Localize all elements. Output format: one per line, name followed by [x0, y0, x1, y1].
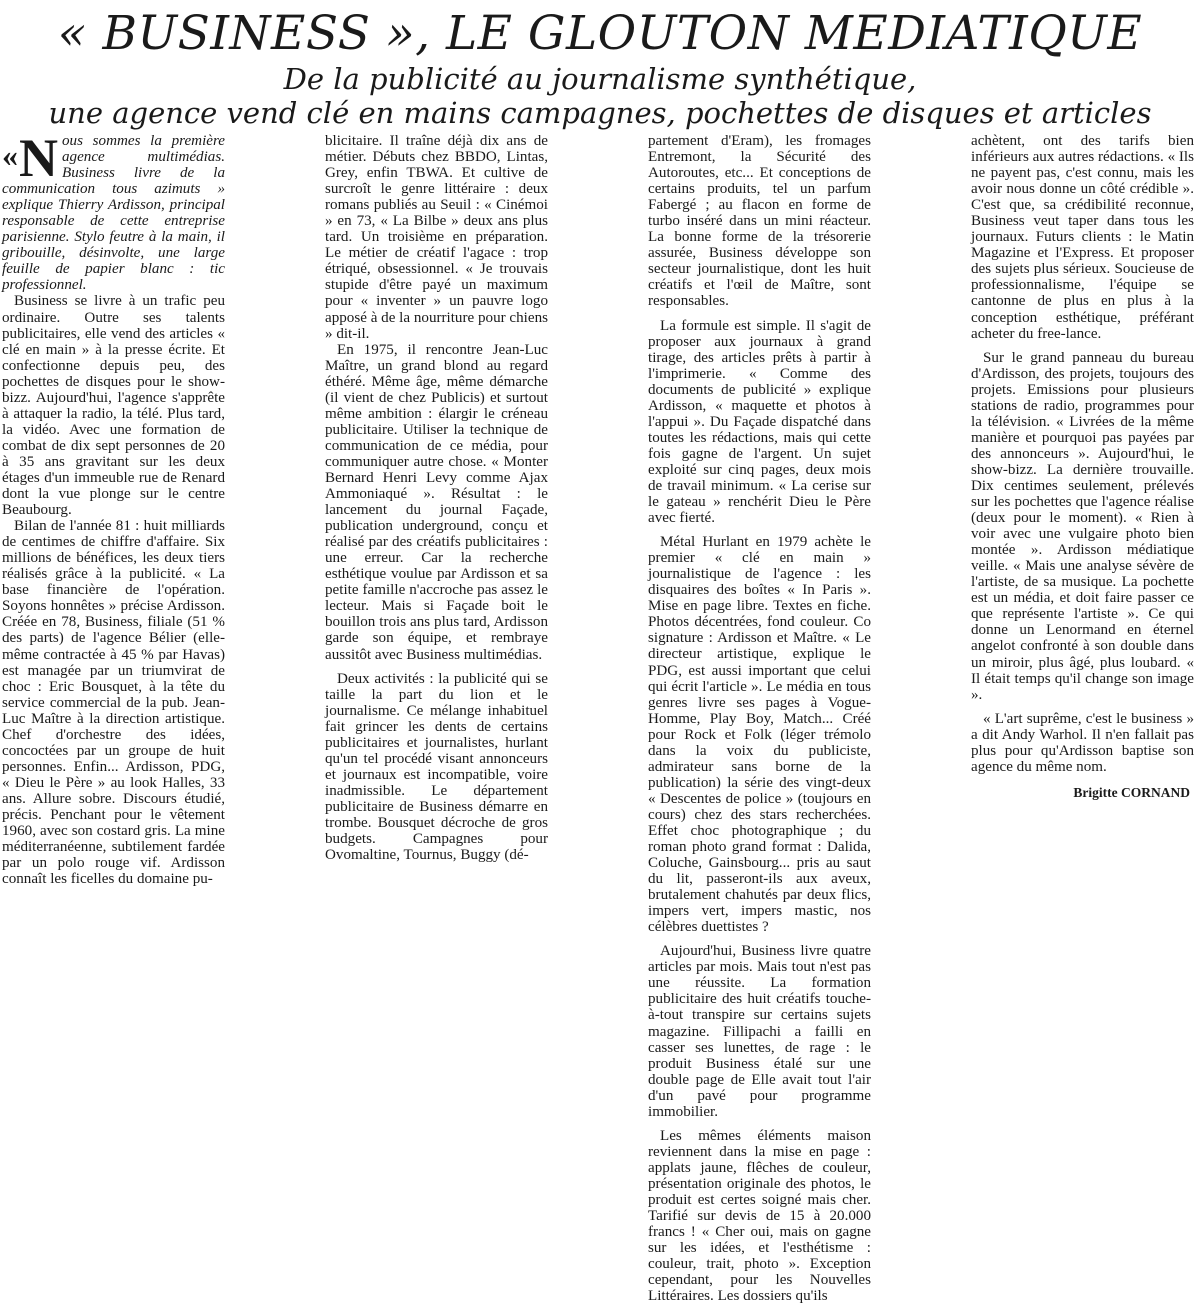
column-2 [325, 133, 548, 1304]
paragraph: Deux activités : la publicité qui se taille la part du lion et le journalisme. Ce mélange inhabituel fait grincer les dents de certains publicitaires et journalistes, hurlant qu'un tel procédé visant annonceurs et journaux est incompatible, voire inadmissible. Le département publicitaire de Business démarre en trombe. Bousquet décroche de gros budgets. Campagnes pour Ovomaltine, Tournus, Buggy (dé- [325, 670, 548, 864]
headline: « BUSINESS », LE GLOUTON MEDIATIQUE [57, 6, 1143, 61]
paragraph: « L'art suprême, c'est le business » a dit Andy Warhol. Il n'en fallait pas plus pour qu'Ardisson baptise son agence du même nom. [971, 710, 1194, 775]
lead-paragraph [2, 128, 225, 294]
lead-text: ous sommes la première agence multimédias. Business livre de la communication tous azimuts » explique Thierry Ardisson, principal responsable de cette entreprise parisienne. Stylo feutre à la main, il gribouille, désinvolte, une large feuille de papier blanc : tic professionnel. [2, 133, 225, 294]
paragraph: La formule est simple. Il s'agit de proposer aux journaux à grand tirage, des articles prêts à partir à l'imprimerie. « Comme des documents de publicité » explique Ardisson, « maquette et photos à l'appui ». Du Façade dispatché dans toutes les rédactions, mais qui cette fois gagne de l'argent. Un sujet exploité sur cinq pages, deux mois de travail minimum. « La cerise sur le gateau » renchérit Dieu le Père avec fierté. [648, 317, 871, 527]
article-columns [2, 128, 1194, 1304]
paragraph: Bilan de l'année 81 : huit milliards de centimes de chiffre d'affaire. Six millions de bénéfices, les deux tiers réalisés grâce à la publicité. « La base financière de l'opération. Soyons honnêtes » précise Ardisson. Créée en 78, Business, filiale (51 % des parts) de l'agence Bélier (elle-même contractée à 45 % par Havas) est managée par un triumvirat de choc : Eric Bousquet, à la tête du service commercial de la pub. Jean-Luc Maître à la direction artistique. Chef d'orchestre des idées, concoctées par un groupe de huit personnes. Enfin... Ardisson, PDG, « Dieu le Père » au look Halles, 33 ans. Allure sobre. Discours étudié, précis. Penchant pour le vêtement 1960, avec son costard gris. La mine méditerranéenne, subtilement fardée par un polo rouge vif. Ardisson connaît les ficelles du domaine pu- [2, 518, 225, 888]
paragraph: blicitaire. Il traîne déjà dix ans de métier. Débuts chez BBDO, Lintas, Grey, enfin TBWA. Et cultive de surcroît le genre littéraire : deux romans publiés au Seuil : « Cinémoi » en 73, « La Bilbe » deux ans plus tard. Un troisième en préparation. Le métier de créatif l'agace : trop étriqué, obsessionnel. « Je trouvais stupide d'être payé un maximum pour « inventer » un pauvre logo apposé à de la nourriture pour chiens » dit-il. [325, 133, 548, 342]
paragraph: En 1975, il rencontre Jean-Luc Maître, un grand blond au regard éthéré. Même âge, même démarche (il vient de chez Publicis) et surtout même ambition : élargir le créneau publicitaire. Utiliser la technique de communication de ce média, pour communiquer autre chose. « Monter Bernard Henri Levy comme Ajax Ammoniaqué ». Résultat : le lancement du journal Façade, publication underground, conçu et réalisé par des créatifs publicitaires : une erreur. Car la recherche esthétique voulue par Ardisson et sa petite famille n'accroche pas assez le lecteur. Mais si Façade boit le bouillon trois ans plus tard, Ardisson garde son équipe, et rembraye aussitôt avec Business multimédias. [325, 341, 548, 663]
paragraph: Métal Hurlant en 1979 achète le premier « clé en main » journalistique de l'agence : les disquaires des boîtes « In Paris ». Mise en page libre. Textes en fiche. Photos décentrées, fond couleur. Co signature : Ardisson et Maître. « Le directeur artistique, explique le PDG, est aussi important que celui qui écrit l'article ». Le média en tous genres livre ses pages à Vogue-Homme, Play Boy, Match... Créé pour Rock et Folk (léger trémolo dans la voix du publiciste, admirateur sans borne de la publication) la série des vingt-deux « Descentes de police » (toujours en cours) chez des stars recherchées. Effet choc photographique ; du roman photo grand format : Dalida, Coluche, Gainsbourg... pris au saut du lit, passeront-ils aux aveux, brutalement chahutés par deux flics, impers vert, impers mastic, nos célèbres duettistes ? [648, 534, 871, 936]
paragraph: Aujourd'hui, Business livre quatre articles par mois. Mais tout n'est pas une réussite. La formation publicitaire des huit créatifs touche-à-tout transpire sur certains sujets magazine. Fillipachi a failli en casser ses lunettes, de rage : le produit Business étalé sur une double page de Elle avait tout l'air d'un pavé pour programme immobilier. [648, 943, 871, 1120]
column-4 [971, 133, 1194, 1304]
drop-cap: N [19, 128, 58, 188]
paragraph: Sur le grand panneau du bureau d'Ardisson, des projets, toujours des projets. Emissions pour plusieurs stations de radio, programmes pour la télévision. « Livrées de la même manière et pourquoi pas payées par des annonceurs ». Aujourd'hui, le show-bizz. La dernière trouvaille. Dix centimes seulement, prélevés sur les pochettes que l'agence réalise (deux pour le moment). « Rien à voir avec une vulgaire photo bien montée ». Ardisson médiatique veille. « Mais une analyse sévère de l'artiste, de sa musique. La pochette est un média, et doit faire passer ce que représente l'artiste ». Ce qui donne un Lenormand en éternel angelot confronté à son double dans un miroir, plus âgé, plus loubard. « Il était temps qu'il change son image ». [971, 349, 1194, 703]
paragraph: Les mêmes éléments maison reviennent dans la mise en page : applats jaune, flêches de couleur, présentation originale des photos, le produit est certes soigné mais cher. Tarifié sur devis de 15 à 20.000 francs ! « Cher oui, mais on gagne sur les idées, et l'esthétisme : couleur, trait, photo ». Exception cependant, pour les Nouvelles Littéraires. Les dossiers qu'ils [648, 1127, 871, 1304]
subheadline-line-2: une agence vend clé en mains campagnes, pochettes de disques et articles [48, 96, 1152, 130]
subheadline [0, 62, 1200, 130]
subheadline-line-1: De la publicité au journalisme synthétique, [283, 62, 917, 96]
paragraph: partement d'Eram), les fromages Entremont, la Sécurité des Autoroutes, etc... Et conceptions de certains produits, tel un parfum Fabergé ; au flacon en forme de turbo inséré dans un mini réacteur. La bonne forme de la trésorerie assurée, Business développe son secteur journalistique, dont les huit créatifs et l'œil de Maître, sont responsables. [648, 133, 871, 310]
column-1 [2, 128, 225, 1304]
paragraph: Business se livre à un trafic peu ordinaire. Outre ses talents publicitaires, elle vend des articles « clé en main » à la presse écrite. Et confectionne depuis peu, des pochettes de disques pour le show-bizz. Aujourd'hui, l'agence s'apprête à attaquer la radio, la télé. Plus tard, la vidéo. Avec une formation de combat de dix sept personnes de 20 à 35 ans gravitant sur les deux étages d'un immeuble rue de Renard dont la vue plonge sur le centre Beaubourg. [2, 293, 225, 519]
lead-quote-mark: « [2, 137, 18, 173]
paragraph: achètent, ont des tarifs bien inférieurs aux autres rédactions. « Ils ne payent pas, c'est connu, mais les avoir nous donne un côté crédible ». C'est que, sa crédibilité reconnue, Business veut taper dans tous les journaux. Futurs clients : le Matin Magazine et l'Express. Et proposer des sujets plus sérieux. Soucieuse de professionnalisme, l'équipe se cantonne de plus en plus à la conception esthétique, préférant acheter du free-lance. [971, 133, 1194, 342]
byline: Brigitte CORNAND [1073, 784, 1190, 800]
column-3 [648, 133, 871, 1304]
